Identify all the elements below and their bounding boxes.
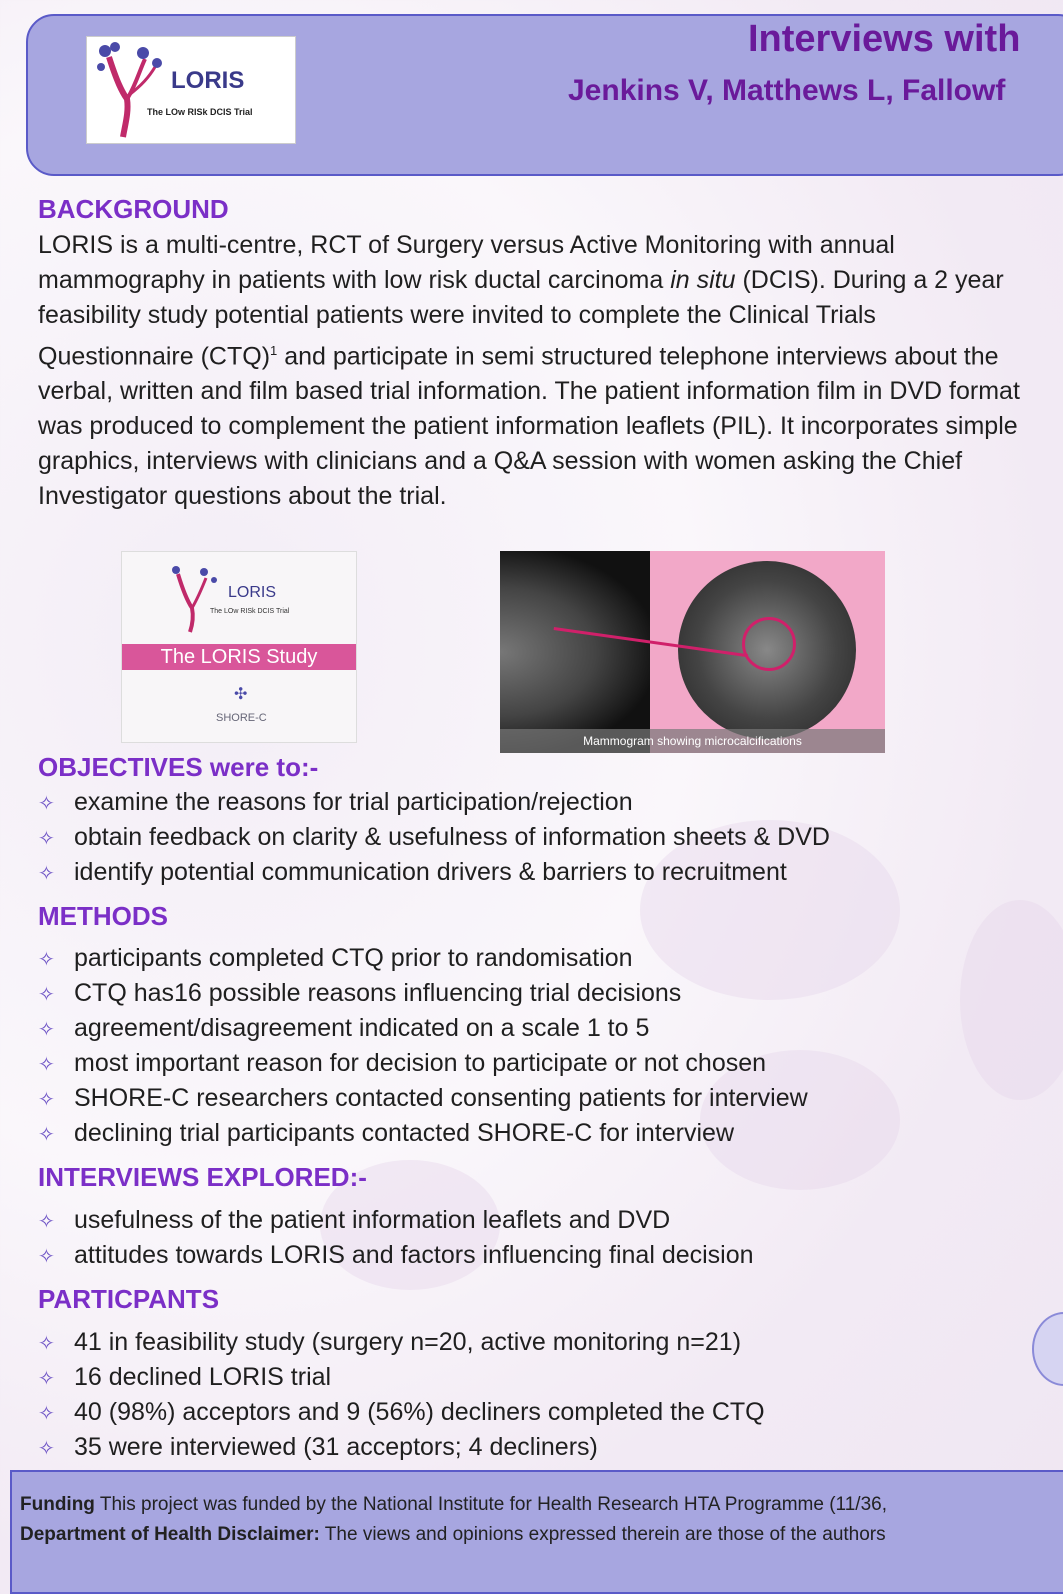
mammogram-image (500, 551, 885, 753)
background-heading: BACKGROUND (38, 194, 229, 224)
dvd-logo-tagline: The LOw RISk DCIS Trial (210, 608, 290, 615)
bullet-icon: ✧ (38, 949, 55, 971)
mammogram-left (500, 551, 650, 753)
background-text: LORIS is a multi-centre, RCT of Surgery versus Active Monitoring with annual mammography in patients with low risk ductal carcinoma (38, 231, 895, 294)
list-item: ✧ 16 declined LORIS trial (38, 1360, 765, 1395)
background-text-3: and participate in semi structured telephone interviews about the verbal, written and film based trial information. The patient information film in DVD format was produced to complement the patient information leaflets (PIL). It incorporates simple graphics, interviews with clinicians and a Q&A session with women asking the Chief Investigator questions about the trial. (38, 342, 1020, 511)
microcalcification-marker (742, 617, 796, 671)
methods-heading: METHODS (38, 901, 168, 931)
cut-off-circle (1032, 1312, 1063, 1386)
interviews-list (38, 1203, 754, 1273)
objectives-heading: OBJECTIVES were to:- (38, 752, 319, 782)
poster-authors: Jenkins V, Matthews L, Fallowf (568, 74, 1006, 107)
bullet-icon: ✧ (38, 1246, 55, 1268)
background-superscript: 1 (270, 343, 278, 358)
dvd-cover-image (121, 551, 357, 743)
list-item: ✧ examine the reasons for trial participation/rejection (38, 785, 830, 820)
list-item: ✧ 41 in feasibility study (surgery n=20, active monitoring n=21) (38, 1325, 765, 1360)
list-item: ✧ declining trial participants contacted SHORE-C for interview (38, 1116, 808, 1151)
list-item: ✧ SHORE-C researchers contacted consenting patients for interview (38, 1081, 808, 1116)
poster-footer (10, 1470, 1063, 1594)
bullet-icon: ✧ (38, 1054, 55, 1076)
funding-label: Funding (20, 1494, 95, 1515)
bullet-icon: ✧ (38, 984, 55, 1006)
background-blob (960, 900, 1063, 1100)
background-text-2: (DCIS). During a 2 year feasibility study potential patients were invited to complete the Clinical Trials Questionnaire (CTQ) (38, 266, 1004, 371)
list-item: ✧ participants completed CTQ prior to randomisation (38, 941, 808, 976)
bullet-icon: ✧ (38, 1211, 55, 1233)
list-item: ✧ agreement/disagreement indicated on a scale 1 to 5 (38, 1011, 808, 1046)
mammogram-caption: Mammogram showing microcalcifications (500, 729, 885, 753)
shore-c-icon: ✣ (234, 686, 248, 703)
bullet-icon: ✧ (38, 1438, 55, 1460)
disclaimer-line (20, 1520, 887, 1550)
methods-list (38, 941, 808, 1151)
list-item: ✧ usefulness of the patient information leaflets and DVD (38, 1203, 754, 1238)
bullet-icon: ✧ (38, 1403, 55, 1425)
list-item: ✧ most important reason for decision to participate or not chosen (38, 1046, 808, 1081)
bullet-icon: ✧ (38, 1019, 55, 1041)
list-item: ✧ 40 (98%) acceptors and 9 (56%) decliners completed the CTQ (38, 1395, 765, 1430)
background-paragraph (38, 228, 1023, 514)
logo-tagline: The LOw RISk DCIS Trial (147, 107, 253, 117)
funding-line (20, 1490, 887, 1520)
list-item: ✧ obtain feedback on clarity & usefulness of information sheets & DVD (38, 820, 830, 855)
participants-heading: PARTICPANTS (38, 1284, 220, 1314)
poster-title: Interviews with (748, 18, 1021, 60)
bullet-icon: ✧ (38, 793, 55, 815)
bullet-icon: ✧ (38, 1089, 55, 1111)
list-item: ✧ CTQ has16 possible reasons influencing trial decisions (38, 976, 808, 1011)
bullet-icon: ✧ (38, 1333, 55, 1355)
loris-logo (86, 36, 296, 144)
bullet-icon: ✧ (38, 828, 55, 850)
list-item: ✧ attitudes towards LORIS and factors influencing final decision (38, 1238, 754, 1273)
logo-name: LORIS (171, 67, 245, 94)
disclaimer-label: Department of Health Disclaimer: (20, 1524, 320, 1545)
dvd-banner: The LORIS Study (122, 644, 356, 670)
objectives-list (38, 785, 830, 890)
background-italic: in situ (670, 266, 736, 294)
dvd-partner: SHORE-C (216, 712, 267, 724)
list-item: ✧ 35 were interviewed (31 acceptors; 4 decliners) (38, 1430, 765, 1465)
dvd-logo-icon (168, 564, 228, 634)
disclaimer-text: The views and opinions expressed therein are those of the authors (319, 1524, 886, 1545)
funding-text: This project was funded by the National Institute for Health Research HTA Programme (11/36, (94, 1494, 887, 1515)
bullet-icon: ✧ (38, 863, 55, 885)
dvd-logo-name: LORIS (228, 584, 277, 601)
bullet-icon: ✧ (38, 1124, 55, 1146)
list-item: ✧ identify potential communication drivers & barriers to recruitment (38, 855, 830, 890)
bullet-icon: ✧ (38, 1368, 55, 1390)
participants-list (38, 1325, 765, 1465)
interviews-heading: INTERVIEWS EXPLORED:- (38, 1162, 367, 1192)
